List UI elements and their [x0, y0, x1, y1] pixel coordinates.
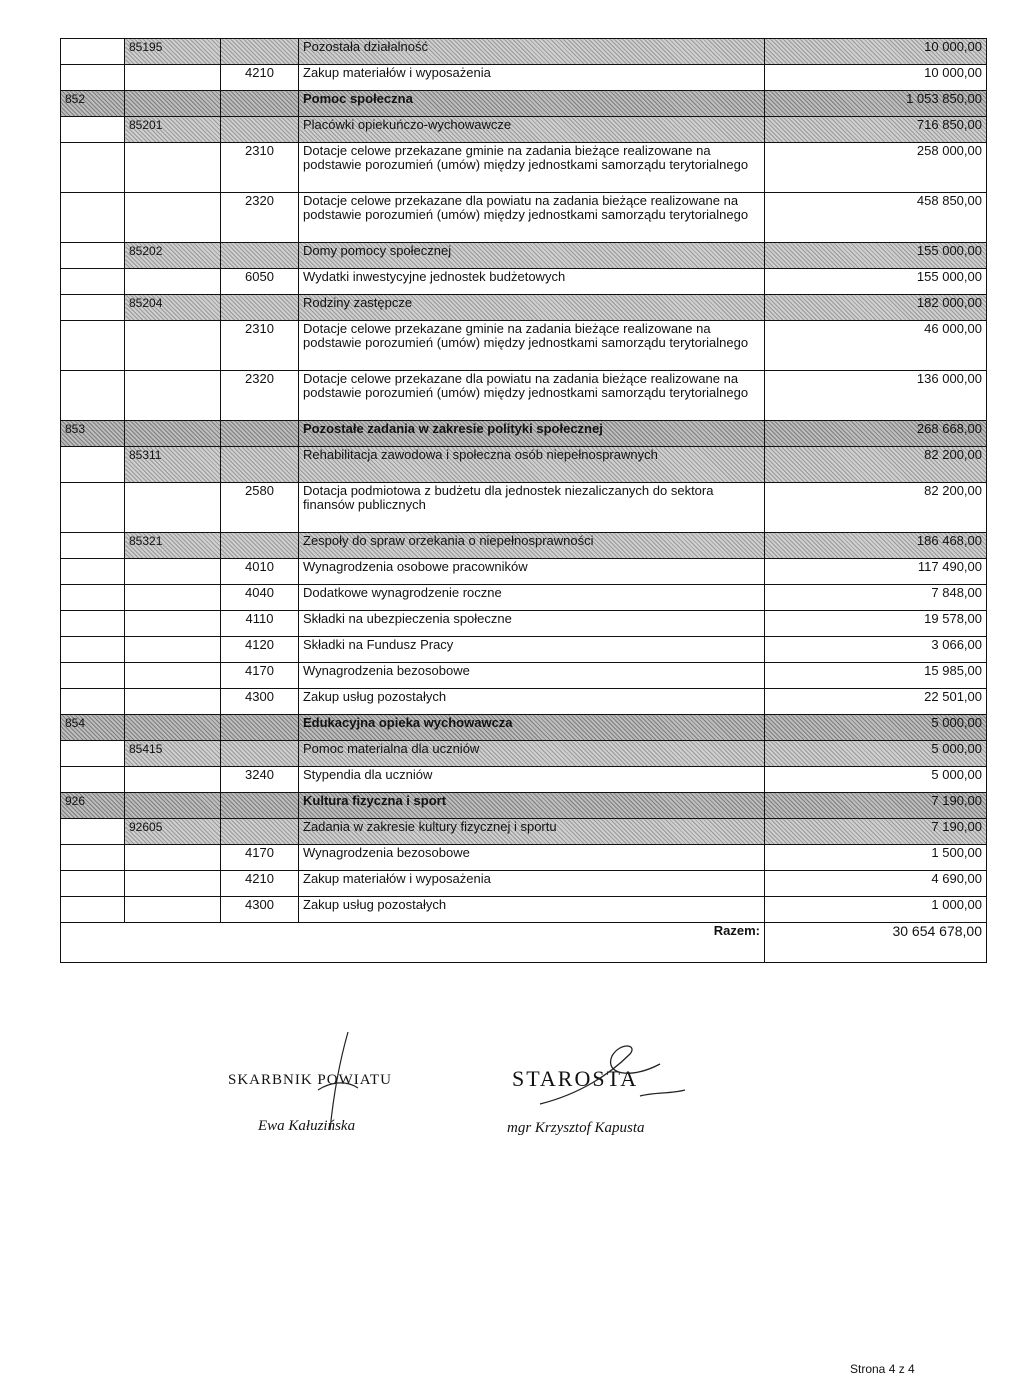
- table-row: [61, 243, 987, 269]
- table-row: [61, 559, 987, 585]
- chapter-code: 85321: [125, 533, 221, 559]
- item-description: Dotacje celowe przekazane dla powiatu na zadania bieżące realizowane na podstawie porozumień (umów) między jednostkami samorządu terytorialnego: [299, 193, 765, 243]
- starosta-name: mgr Krzysztof Kapusta: [507, 1120, 645, 1136]
- table-row: [61, 611, 987, 637]
- table-row: [61, 483, 987, 533]
- paragraph-code: [221, 715, 299, 741]
- section-code: [61, 321, 125, 371]
- starosta-signature: [520, 1034, 690, 1114]
- item-description: Dotacje celowe przekazane gminie na zadania bieżące realizowane na podstawie porozumień (umów) między jednostkami samorządu terytorialnego: [299, 143, 765, 193]
- section-code: [61, 143, 125, 193]
- table-row: [61, 143, 987, 193]
- item-description: Pomoc materialna dla uczniów: [299, 741, 765, 767]
- section-code: 854: [61, 715, 125, 741]
- item-amount: 82 200,00: [765, 447, 987, 483]
- section-code: [61, 65, 125, 91]
- item-amount: 7 190,00: [765, 793, 987, 819]
- section-code: [61, 559, 125, 585]
- table-row: [61, 741, 987, 767]
- chapter-code: [125, 871, 221, 897]
- paragraph-code: 4300: [221, 689, 299, 715]
- chapter-code: [125, 897, 221, 923]
- section-code: [61, 871, 125, 897]
- item-description: Dotacja podmiotowa z budżetu dla jednostek niezaliczanych do sektora finansów publicznych: [299, 483, 765, 533]
- paragraph-code: [221, 447, 299, 483]
- section-code: [61, 637, 125, 663]
- table-row: [61, 585, 987, 611]
- chapter-code: [125, 483, 221, 533]
- table-row: [61, 663, 987, 689]
- item-description: Rodziny zastępcze: [299, 295, 765, 321]
- item-description: Kultura fizyczna i sport: [299, 793, 765, 819]
- paragraph-code: 2320: [221, 193, 299, 243]
- paragraph-code: [221, 793, 299, 819]
- section-code: [61, 767, 125, 793]
- table-row: [61, 767, 987, 793]
- item-amount: 1 053 850,00: [765, 91, 987, 117]
- paragraph-code: [221, 243, 299, 269]
- item-amount: 46 000,00: [765, 321, 987, 371]
- chapter-code: [125, 371, 221, 421]
- item-description: Zakup materiałów i wyposażenia: [299, 65, 765, 91]
- chapter-code: [125, 65, 221, 91]
- item-description: Dotacje celowe przekazane gminie na zadania bieżące realizowane na podstawie porozumień (umów) między jednostkami samorządu terytorialnego: [299, 321, 765, 371]
- item-amount: 1 000,00: [765, 897, 987, 923]
- item-amount: 10 000,00: [765, 65, 987, 91]
- table-row: [61, 117, 987, 143]
- section-code: [61, 533, 125, 559]
- item-amount: 19 578,00: [765, 611, 987, 637]
- paragraph-code: 6050: [221, 269, 299, 295]
- chapter-code: [125, 585, 221, 611]
- paragraph-code: 4210: [221, 871, 299, 897]
- item-amount: 4 690,00: [765, 871, 987, 897]
- item-amount: 1 500,00: [765, 845, 987, 871]
- section-code: [61, 585, 125, 611]
- section-code: [61, 689, 125, 715]
- item-description: Edukacyjna opieka wychowawcza: [299, 715, 765, 741]
- item-description: Stypendia dla uczniów: [299, 767, 765, 793]
- section-code: [61, 483, 125, 533]
- item-description: Wynagrodzenia bezosobowe: [299, 663, 765, 689]
- table-row: [61, 421, 987, 447]
- treasurer-name: Ewa Kałuzińska: [258, 1118, 356, 1134]
- paragraph-code: [221, 117, 299, 143]
- section-code: 852: [61, 91, 125, 117]
- item-description: Wydatki inwestycyjne jednostek budżetowych: [299, 269, 765, 295]
- section-code: [61, 611, 125, 637]
- chapter-code: [125, 845, 221, 871]
- section-code: [61, 741, 125, 767]
- chapter-code: [125, 767, 221, 793]
- paragraph-code: 4110: [221, 611, 299, 637]
- item-amount: 7 190,00: [765, 819, 987, 845]
- section-code: [61, 819, 125, 845]
- section-code: [61, 117, 125, 143]
- chapter-code: [125, 421, 221, 447]
- table-row: [61, 637, 987, 663]
- treasurer-title: SKARBNIK POWIATU: [228, 1072, 392, 1088]
- item-amount: 15 985,00: [765, 663, 987, 689]
- table-row: [61, 689, 987, 715]
- item-description: Wynagrodzenia bezosobowe: [299, 845, 765, 871]
- chapter-code: [125, 689, 221, 715]
- item-amount: 136 000,00: [765, 371, 987, 421]
- table-row: [61, 897, 987, 923]
- item-description: Wynagrodzenia osobowe pracowników: [299, 559, 765, 585]
- item-description: Domy pomocy społecznej: [299, 243, 765, 269]
- chapter-code: [125, 793, 221, 819]
- paragraph-code: [221, 533, 299, 559]
- table-row: [61, 193, 987, 243]
- paragraph-code: 4010: [221, 559, 299, 585]
- treasurer-signature: [300, 1030, 380, 1140]
- item-description: Zakup materiałów i wyposażenia: [299, 871, 765, 897]
- paragraph-code: 4210: [221, 65, 299, 91]
- paragraph-code: [221, 295, 299, 321]
- table-row: [61, 871, 987, 897]
- section-code: [61, 243, 125, 269]
- chapter-code: 85311: [125, 447, 221, 483]
- section-code: [61, 447, 125, 483]
- section-code: [61, 193, 125, 243]
- chapter-code: 92605: [125, 819, 221, 845]
- item-description: Zakup usług pozostałych: [299, 897, 765, 923]
- table-row: [61, 295, 987, 321]
- budget-expenditure-table: [60, 38, 987, 963]
- chapter-code: 85195: [125, 39, 221, 65]
- table-row: [61, 533, 987, 559]
- paragraph-code: 2320: [221, 371, 299, 421]
- paragraph-code: [221, 741, 299, 767]
- paragraph-code: 4170: [221, 845, 299, 871]
- chapter-code: 85201: [125, 117, 221, 143]
- section-code: [61, 295, 125, 321]
- chapter-code: 85204: [125, 295, 221, 321]
- item-amount: 82 200,00: [765, 483, 987, 533]
- item-description: Zakup usług pozostałych: [299, 689, 765, 715]
- total-row: [61, 923, 987, 963]
- chapter-code: 85202: [125, 243, 221, 269]
- chapter-code: [125, 559, 221, 585]
- item-amount: 155 000,00: [765, 243, 987, 269]
- item-description: Dotacje celowe przekazane dla powiatu na zadania bieżące realizowane na podstawie porozumień (umów) między jednostkami samorządu terytorialnego: [299, 371, 765, 421]
- item-amount: 186 468,00: [765, 533, 987, 559]
- table-row: [61, 371, 987, 421]
- item-description: Pomoc społeczna: [299, 91, 765, 117]
- table-row: [61, 269, 987, 295]
- item-amount: 3 066,00: [765, 637, 987, 663]
- paragraph-code: 4040: [221, 585, 299, 611]
- paragraph-code: 2580: [221, 483, 299, 533]
- paragraph-code: 4300: [221, 897, 299, 923]
- table-row: [61, 447, 987, 483]
- item-amount: 5 000,00: [765, 715, 987, 741]
- item-description: Zespoły do spraw orzekania o niepełnosprawności: [299, 533, 765, 559]
- paragraph-code: [221, 91, 299, 117]
- table-row: [61, 793, 987, 819]
- chapter-code: [125, 611, 221, 637]
- page-number: Strona 4 z 4: [850, 1362, 915, 1376]
- starosta-title: STAROSTA: [512, 1066, 639, 1091]
- paragraph-code: 2310: [221, 143, 299, 193]
- item-description: Rehabilitacja zawodowa i społeczna osób niepełnosprawnych: [299, 447, 765, 483]
- item-amount: 10 000,00: [765, 39, 987, 65]
- section-code: [61, 663, 125, 689]
- total-value: 30 654 678,00: [765, 923, 987, 963]
- item-description: Dodatkowe wynagrodzenie roczne: [299, 585, 765, 611]
- item-amount: 117 490,00: [765, 559, 987, 585]
- item-description: Pozostała działalność: [299, 39, 765, 65]
- paragraph-code: [221, 39, 299, 65]
- section-code: [61, 845, 125, 871]
- paragraph-code: 2310: [221, 321, 299, 371]
- section-code: [61, 371, 125, 421]
- chapter-code: [125, 143, 221, 193]
- chapter-code: [125, 193, 221, 243]
- item-description: Składki na Fundusz Pracy: [299, 637, 765, 663]
- item-amount: 716 850,00: [765, 117, 987, 143]
- section-code: 926: [61, 793, 125, 819]
- chapter-code: [125, 715, 221, 741]
- paragraph-code: 4170: [221, 663, 299, 689]
- chapter-code: [125, 91, 221, 117]
- chapter-code: 85415: [125, 741, 221, 767]
- chapter-code: [125, 269, 221, 295]
- item-amount: 155 000,00: [765, 269, 987, 295]
- chapter-code: [125, 663, 221, 689]
- table-row: [61, 65, 987, 91]
- item-description: Placówki opiekuńczo-wychowawcze: [299, 117, 765, 143]
- item-description: Zadania w zakresie kultury fizycznej i sportu: [299, 819, 765, 845]
- table-row: [61, 321, 987, 371]
- table-row: [61, 819, 987, 845]
- item-amount: 182 000,00: [765, 295, 987, 321]
- item-amount: 5 000,00: [765, 767, 987, 793]
- item-amount: 258 000,00: [765, 143, 987, 193]
- paragraph-code: [221, 421, 299, 447]
- item-amount: 5 000,00: [765, 741, 987, 767]
- item-amount: 7 848,00: [765, 585, 987, 611]
- section-code: [61, 897, 125, 923]
- item-amount: 458 850,00: [765, 193, 987, 243]
- section-code: [61, 39, 125, 65]
- table-row: [61, 845, 987, 871]
- item-description: Pozostałe zadania w zakresie polityki społecznej: [299, 421, 765, 447]
- section-code: [61, 269, 125, 295]
- paragraph-code: 3240: [221, 767, 299, 793]
- item-amount: 268 668,00: [765, 421, 987, 447]
- table-row: [61, 91, 987, 117]
- paragraph-code: [221, 819, 299, 845]
- item-amount: 22 501,00: [765, 689, 987, 715]
- chapter-code: [125, 637, 221, 663]
- chapter-code: [125, 321, 221, 371]
- paragraph-code: 4120: [221, 637, 299, 663]
- table-row: [61, 715, 987, 741]
- total-label: Razem:: [61, 923, 765, 963]
- item-description: Składki na ubezpieczenia społeczne: [299, 611, 765, 637]
- section-code: 853: [61, 421, 125, 447]
- table-row: [61, 39, 987, 65]
